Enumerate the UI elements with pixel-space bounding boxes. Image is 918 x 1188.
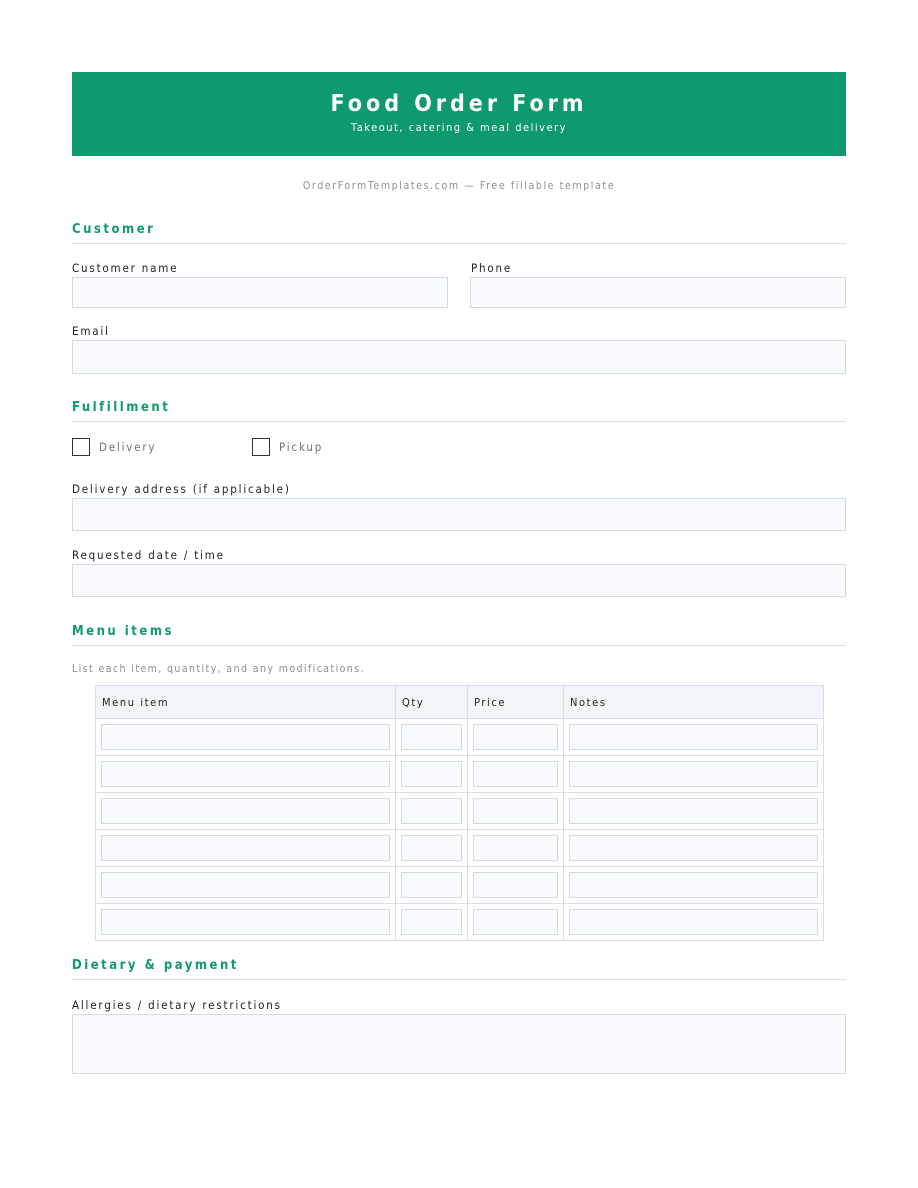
menu-item-input[interactable] [101,798,390,824]
pickup-option[interactable] [252,438,323,456]
delivery-checkbox[interactable] [72,438,90,456]
pickup-checkbox[interactable] [252,438,270,456]
email-label: Email [72,324,110,338]
qty-input[interactable] [401,835,462,861]
table-cell-price [468,719,564,756]
table-cell-menu-item [96,756,396,793]
qty-input[interactable] [401,872,462,898]
table-cell-menu-item [96,904,396,941]
table-cell-notes [564,830,824,867]
notes-input[interactable] [569,724,818,750]
column-header-price: Price [468,686,564,719]
notes-input[interactable] [569,835,818,861]
qty-input[interactable] [401,798,462,824]
menu-item-input[interactable] [101,835,390,861]
delivery-address-label: Delivery address (if applicable) [72,482,291,496]
table-cell-menu-item [96,793,396,830]
pickup-checkbox-label: Pickup [279,440,324,454]
price-input[interactable] [473,909,558,935]
column-header-notes: Notes [564,686,824,719]
table-cell-qty [396,904,468,941]
table-cell-notes [564,756,824,793]
qty-input[interactable] [401,909,462,935]
table-cell-price [468,756,564,793]
email-field[interactable] [72,340,846,374]
table-row [96,719,824,756]
table-cell-menu-item [96,867,396,904]
delivery-checkbox-label: Delivery [99,440,157,454]
section-title-fulfillment: Fulfillment [72,400,846,422]
notes-input[interactable] [569,909,818,935]
allergies-label: Allergies / dietary restrictions [72,998,282,1012]
table-cell-price [468,793,564,830]
price-input[interactable] [473,798,558,824]
price-input[interactable] [473,724,558,750]
menu-items-hint: List each item, quantity, and any modifications. [72,663,365,675]
qty-input[interactable] [401,761,462,787]
menu-items-table [95,685,824,941]
table-cell-notes [564,719,824,756]
section-title-customer: Customer [72,222,846,244]
phone-label: Phone [471,261,513,275]
table-cell-qty [396,719,468,756]
menu-items-header-row [96,686,824,719]
section-title-menu-items: Menu items [72,624,846,646]
table-cell-notes [564,867,824,904]
order-form-page [72,72,846,1012]
menu-item-input[interactable] [101,872,390,898]
notes-input[interactable] [569,798,818,824]
qty-input[interactable] [401,724,462,750]
form-title: Food Order Form [330,91,588,117]
delivery-address-field[interactable] [72,498,846,531]
allergies-field[interactable] [72,1014,846,1074]
table-cell-price [468,867,564,904]
price-input[interactable] [473,761,558,787]
header-banner [72,72,846,156]
price-input[interactable] [473,835,558,861]
notes-input[interactable] [569,761,818,787]
notes-input[interactable] [569,872,818,898]
menu-item-input[interactable] [101,724,390,750]
requested-datetime-field[interactable] [72,564,846,597]
table-cell-price [468,830,564,867]
section-title-dietary-payment: Dietary & payment [72,958,846,980]
form-subtitle: Takeout, catering & meal delivery [351,121,567,134]
customer-name-label: Customer name [72,261,179,275]
column-header-qty: Qty [396,686,468,719]
delivery-option[interactable] [72,438,156,456]
table-cell-menu-item [96,830,396,867]
phone-field[interactable] [470,277,846,308]
menu-item-input[interactable] [101,761,390,787]
menu-items-body [96,719,824,941]
table-row [96,756,824,793]
table-row [96,830,824,867]
table-row [96,904,824,941]
price-input[interactable] [473,872,558,898]
menu-item-input[interactable] [101,909,390,935]
table-cell-menu-item [96,719,396,756]
table-cell-notes [564,904,824,941]
column-header-menu-item: Menu item [96,686,396,719]
table-cell-price [468,904,564,941]
table-cell-notes [564,793,824,830]
requested-datetime-label: Requested date / time [72,548,225,562]
table-cell-qty [396,756,468,793]
table-row [96,867,824,904]
table-cell-qty [396,830,468,867]
table-row [96,793,824,830]
customer-name-field[interactable] [72,277,448,308]
table-cell-qty [396,793,468,830]
source-line: OrderFormTemplates.com — Free fillable template [302,180,616,192]
table-cell-qty [396,867,468,904]
